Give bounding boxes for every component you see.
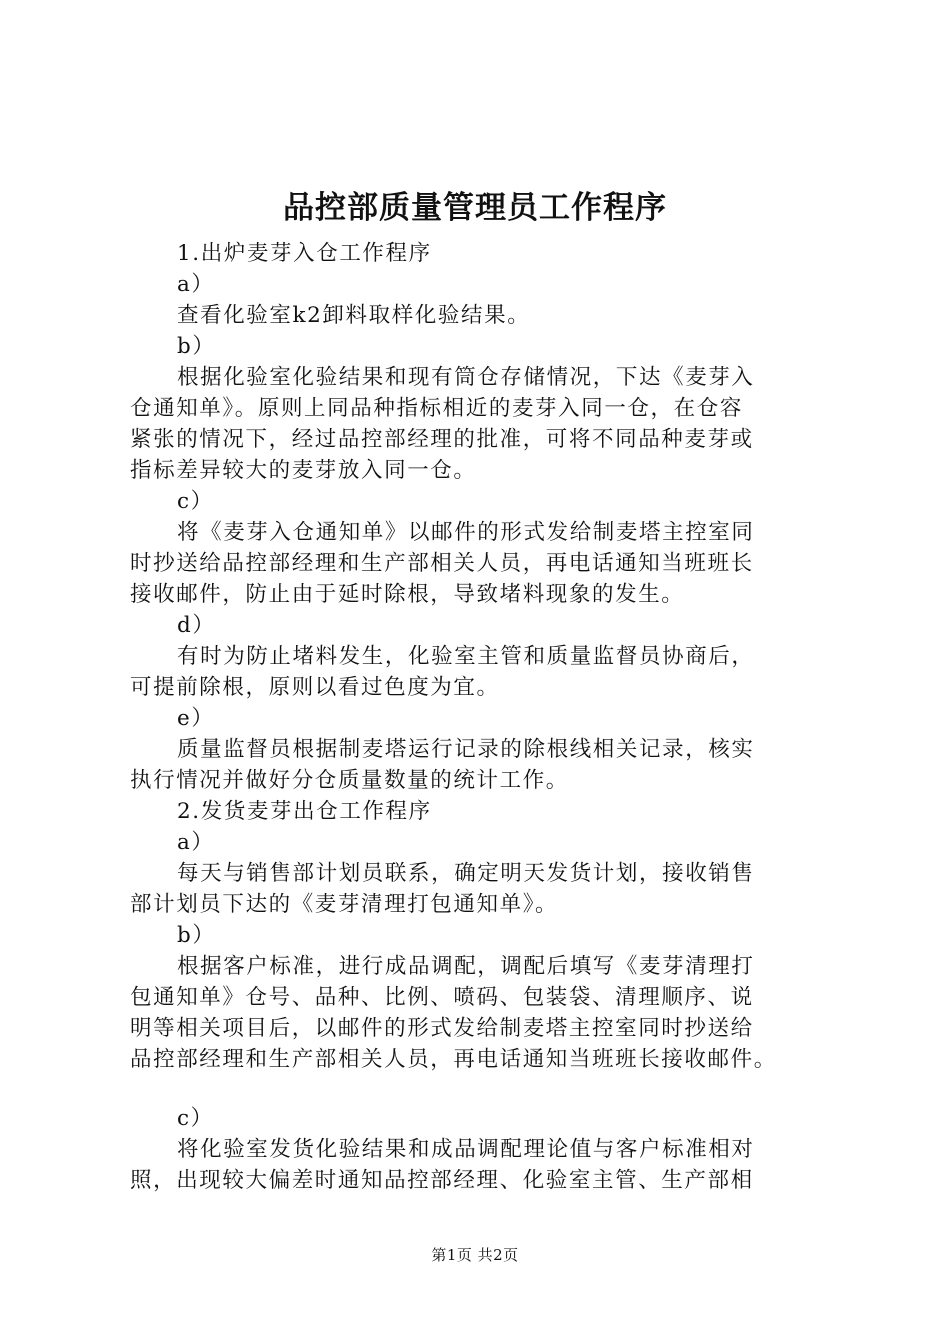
document-body <box>130 238 840 1196</box>
item-label: b） <box>177 334 216 359</box>
paragraph-line: 将化验室发货化验结果和成品调配理论值与客户标准相对 <box>177 1137 755 1162</box>
paragraph-line: 根据化验室化验结果和现有筒仓存储情况，下达《麦芽入 <box>177 365 755 390</box>
blank-line <box>130 1075 840 1103</box>
paragraph-line: 照，出现较大偏差时通知品控部经理、化验室主管、生产部相 <box>130 1168 754 1193</box>
paragraph-line: 查看化验室k2卸料取样化验结果。 <box>177 303 531 328</box>
item-label: c） <box>177 489 214 514</box>
paragraph-line: 仓通知单》。原则上同品种指标相近的麦芽入同一仓，在仓容 <box>130 396 743 421</box>
paragraph-line: 每天与销售部计划员联系，确定明天发货计划，接收销售 <box>177 861 755 886</box>
paragraph-line: 紧张的情况下，经过品控部经理的批准，可将不同品种麦芽或 <box>130 427 754 452</box>
paragraph-line: 部计划员下达的《麦芽清理打包通知单》。 <box>130 892 559 917</box>
paragraph-line: 时抄送给品控部经理和生产部相关人员，再电话通知当班班长 <box>130 551 754 576</box>
item-label: c） <box>177 1106 214 1131</box>
item-label: a） <box>177 830 215 855</box>
paragraph-line: 根据客户标准，进行成品调配，调配后填写《麦芽清理打 <box>177 954 755 979</box>
item-label: e） <box>177 706 215 731</box>
paragraph-line: 接收邮件，防止由于延时除根，导致堵料现象的发生。 <box>130 582 685 607</box>
paragraph-line: 可提前除根，原则以看过色度为宜。 <box>130 675 500 700</box>
item-label: a） <box>177 272 215 297</box>
paragraph-line: 将《麦芽入仓通知单》以邮件的形式发给制麦塔主控室同 <box>177 520 755 545</box>
paragraph-line: 指标差异较大的麦芽放入同一仓。 <box>130 458 477 483</box>
paragraph-line: 品控部经理和生产部相关人员，再电话通知当班班长接收邮件。 <box>130 1047 777 1072</box>
page-footer: 第1页 共2页 <box>431 1246 519 1264</box>
item-label: b） <box>177 923 216 948</box>
paragraph-line: 包通知单》仓号、品种、比例、喷码、包装袋、清理顺序、说 <box>130 985 754 1010</box>
section-heading: 1.出炉麦芽入仓工作程序 <box>177 241 432 266</box>
paragraph-line: 有时为防止堵料发生，化验室主管和质量监督员协商后， <box>177 644 755 669</box>
document-title: 品控部质量管理员工作程序 <box>283 190 667 226</box>
paragraph-line: 质量监督员根据制麦塔运行记录的除根线相关记录，核实 <box>177 737 755 762</box>
paragraph-line: 执行情况并做好分仓质量数量的统计工作。 <box>130 768 569 793</box>
paragraph-line: 明等相关项目后，以邮件的形式发给制麦塔主控室同时抄送给 <box>130 1016 754 1041</box>
item-label: d） <box>177 613 216 638</box>
section-heading: 2.发货麦芽出仓工作程序 <box>177 799 432 824</box>
